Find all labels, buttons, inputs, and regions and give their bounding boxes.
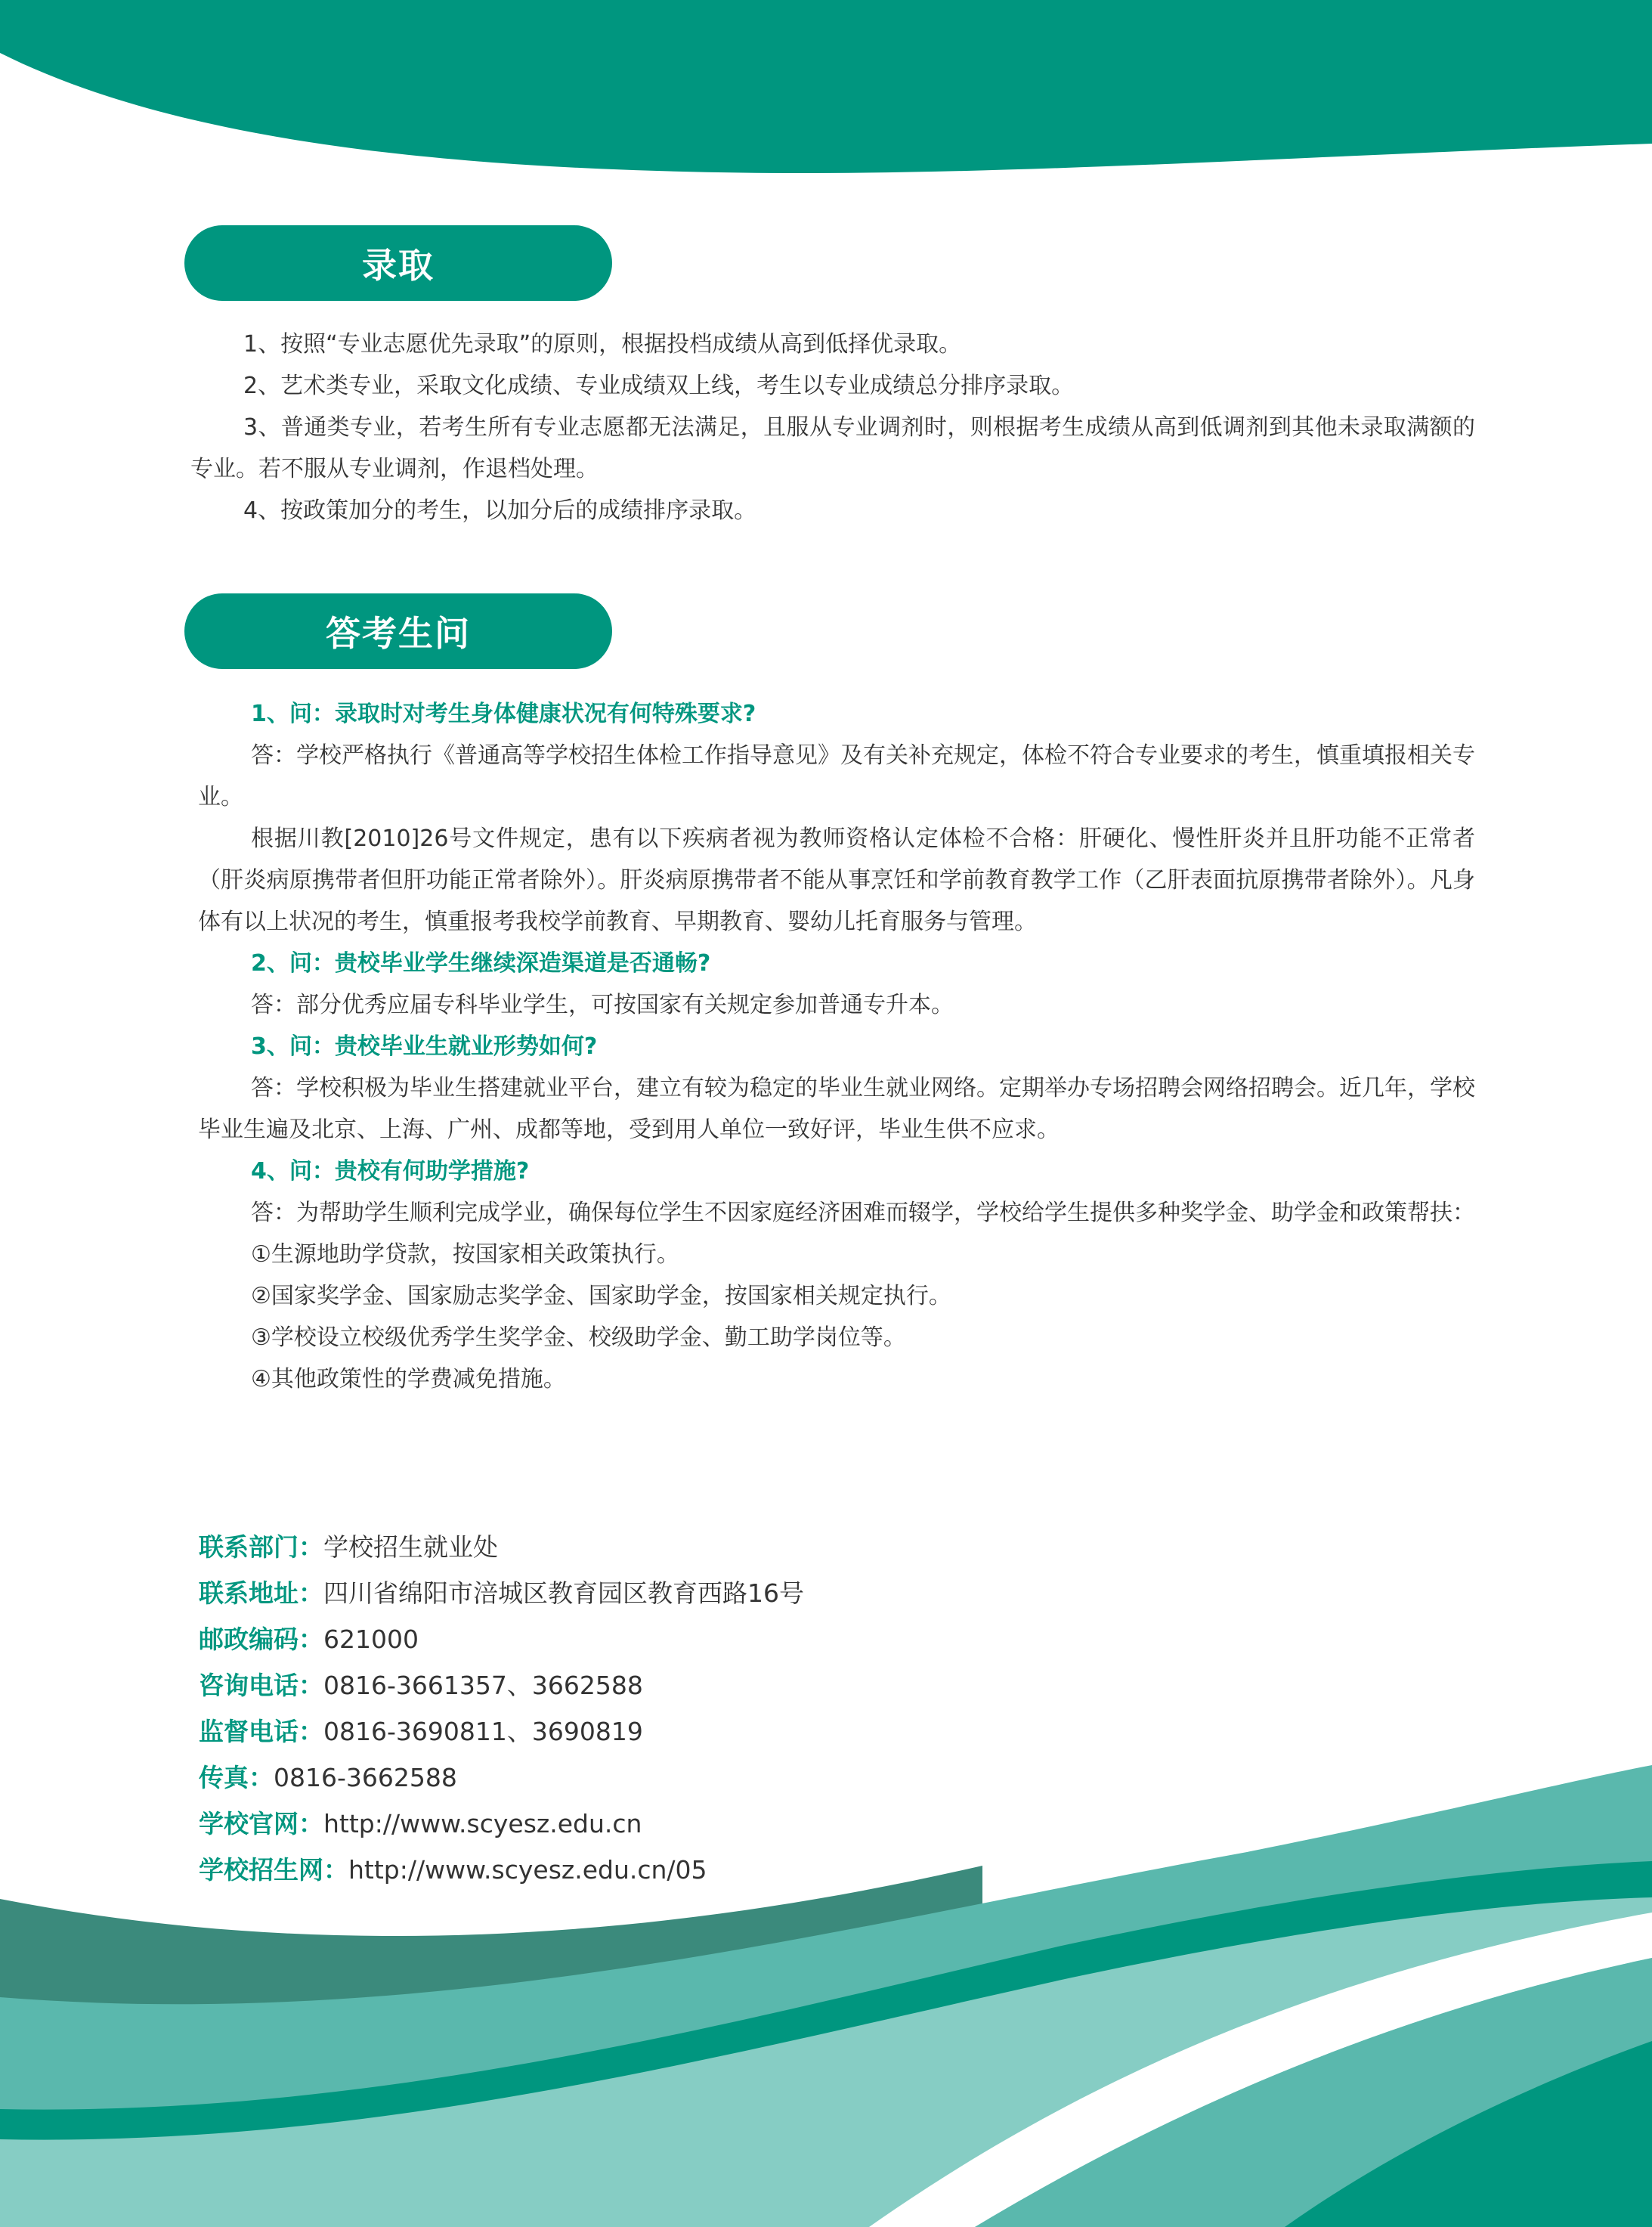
contact-label: 联系部门： (199, 1532, 323, 1562)
faq-answer-1: 答：学校严格执行《普通高等学校招生体检工作指导意见》及有关补充规定，体检不符合专业要求的考生，慎重填报相关专业。 (198, 742, 1475, 810)
contact-value: 0816-3661357、3662588 (323, 1671, 643, 1700)
contact-info (199, 1524, 1106, 1893)
contact-value: 621000 (323, 1625, 419, 1654)
contact-label: 联系地址： (199, 1578, 323, 1608)
admission-rule-4: 4、按政策加分的考生，以加分后的成绩排序录取。 (243, 497, 757, 524)
section-title-admission: 录取 (184, 225, 612, 301)
faq-content (198, 693, 1475, 1400)
contact-value: 0816-3662588 (274, 1763, 457, 1792)
top-wave (0, 0, 1652, 173)
contact-value: 四川省绵阳市涪城区教育园区教育西路16号 (323, 1578, 804, 1608)
section-title-faq: 答考生问 (184, 593, 612, 669)
contact-postcode (199, 1616, 1106, 1662)
aid-item-4: ④其他政策性的学费减免措施。 (251, 1366, 566, 1392)
faq-question-4: 4、问：贵校有何助学措施? (251, 1158, 530, 1185)
contact-inquiry-phone (199, 1662, 1106, 1708)
contact-label: 学校招生网： (199, 1855, 348, 1885)
admission-rule-3: 3、普通类专业，若考生所有专业志愿都无法满足，且服从专业调剂时，则根据考生成绩从高到低调剂到其他未录取满额的专业。若不服从专业调剂，作退档处理。 (190, 414, 1475, 482)
contact-fax (199, 1755, 1106, 1801)
aid-item-1: ①生源地助学贷款，按国家相关政策执行。 (251, 1241, 679, 1268)
website-link[interactable]: http://www.scyesz.edu.cn (323, 1809, 642, 1838)
aid-item-2: ②国家奖学金、国家励志奖学金、国家助学金，按国家相关规定执行。 (251, 1283, 951, 1309)
contact-label: 学校官网： (199, 1809, 323, 1838)
contact-label: 监督电话： (199, 1717, 323, 1746)
contact-website (199, 1801, 1106, 1847)
faq-answer-1-note: 根据川教[2010]26号文件规定，患有以下疾病者视为教师资格认定体检不合格：肝硬化、慢性肝炎并且肝功能不正常者（肝炎病原携带者但肝功能正常者除外）。肝炎病原携带者不能从事烹饪和学前教育教学工作（乙肝表面抗原携带者除外）。凡身体有以上状况的考生，慎重报考我校学前教育、早期教育、婴幼儿托育服务与管理。 (198, 825, 1475, 935)
contact-address (199, 1570, 1106, 1616)
contact-value: 学校招生就业处 (323, 1532, 498, 1562)
faq-question-2: 2、问：贵校毕业学生继续深造渠道是否通畅? (251, 950, 711, 977)
admission-rule-2: 2、艺术类专业，采取文化成绩、专业成绩双上线，考生以专业成绩总分排序录取。 (243, 373, 1075, 399)
contact-label: 邮政编码： (199, 1625, 323, 1654)
contact-admission-website (199, 1847, 1106, 1893)
faq-question-1: 1、问：录取时对考生身体健康状况有何特殊要求? (251, 701, 756, 727)
faq-answer-4: 答：为帮助学生顺利完成学业，确保每位学生不因家庭经济困难而辍学，学校给学生提供多种奖学金、助学金和政策帮扶： (251, 1200, 1475, 1226)
contact-value: 0816-3690811、3690819 (323, 1717, 643, 1746)
contact-label: 咨询电话： (199, 1671, 323, 1700)
faq-answer-2: 答：部分优秀应届专科毕业学生，可按国家有关规定参加普通专升本。 (251, 992, 954, 1018)
aid-item-3: ③学校设立校级优秀学生奖学金、校级助学金、勤工助学岗位等。 (251, 1324, 906, 1351)
contact-supervision-phone (199, 1708, 1106, 1755)
faq-question-3: 3、问：贵校毕业生就业形势如何? (251, 1033, 598, 1060)
contact-department (199, 1524, 1106, 1570)
faq-answer-3: 答：学校积极为毕业生搭建就业平台，建立有较为稳定的毕业生就业网络。定期举办专场招聘会网络招聘会。近几年，学校毕业生遍及北京、上海、广州、成都等地，受到用人单位一致好评，毕业生供不应求。 (198, 1075, 1475, 1143)
admission-website-link[interactable]: http://www.scyesz.edu.cn/05 (348, 1855, 707, 1885)
admission-rule-1: 1、按照“专业志愿优先录取”的原则，根据投档成绩从高到低择优录取。 (243, 331, 962, 358)
admission-rules (190, 324, 1475, 531)
contact-label: 传真： (199, 1763, 274, 1792)
